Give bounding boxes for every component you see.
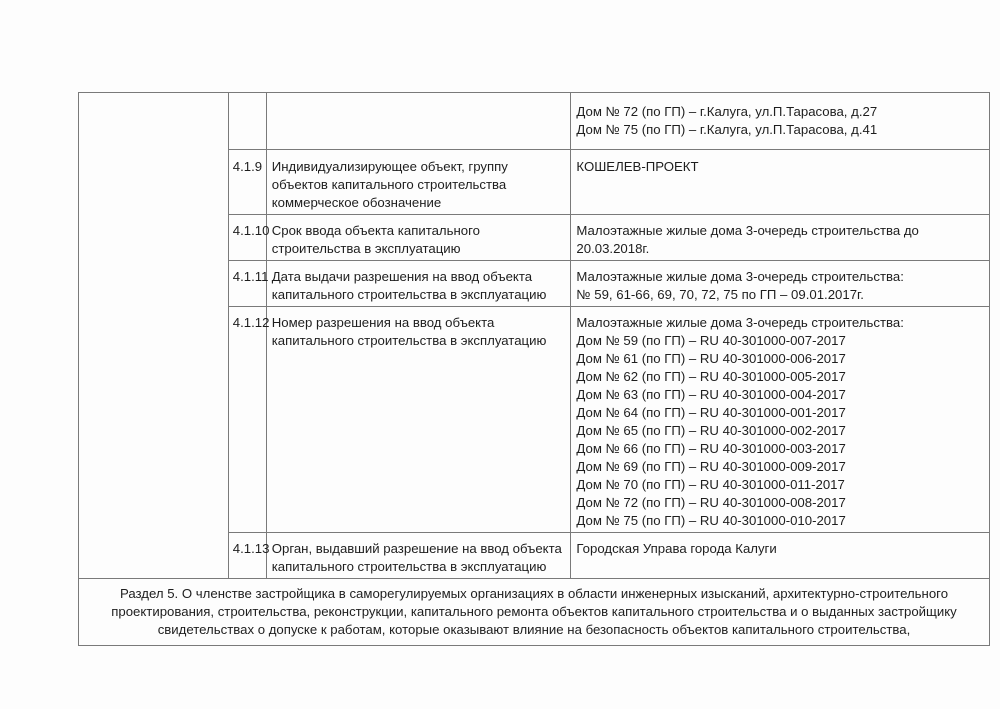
item-name: Срок ввода объекта капитального строительства в эксплуатацию bbox=[266, 215, 571, 261]
item-value bbox=[571, 307, 990, 533]
value-line: № 59, 61-66, 69, 70, 72, 75 по ГП – 09.01.2017г. bbox=[576, 287, 864, 302]
permit-line: Дом № 75 (по ГП) – RU 40-301000-010-2017 bbox=[576, 513, 846, 528]
permit-line: Дом № 69 (по ГП) – RU 40-301000-009-2017 bbox=[576, 459, 846, 474]
table-row-continuation bbox=[79, 93, 990, 150]
permit-line: Дом № 64 (по ГП) – RU 40-301000-001-2017 bbox=[576, 405, 846, 420]
value-line: Малоэтажные жилые дома 3-очередь строительства: bbox=[576, 269, 904, 284]
item-value bbox=[571, 533, 990, 579]
permit-line: Дом № 72 (по ГП) – RU 40-301000-008-2017 bbox=[576, 495, 846, 510]
value-line: Городская Управа города Калуги bbox=[576, 541, 777, 556]
permit-line: Дом № 66 (по ГП) – RU 40-301000-003-2017 bbox=[576, 441, 846, 456]
item-number: 4.1.12 bbox=[228, 307, 266, 533]
item-value bbox=[571, 150, 990, 215]
permit-line: Дом № 61 (по ГП) – RU 40-301000-006-2017 bbox=[576, 351, 846, 366]
item-number: 4.1.10 bbox=[228, 215, 266, 261]
item-name-cell bbox=[266, 93, 571, 150]
permit-line: Дом № 62 (по ГП) – RU 40-301000-005-2017 bbox=[576, 369, 846, 384]
item-name: Орган, выдавший разрешение на ввод объекта капитального строительства в эксплуатацию bbox=[266, 533, 571, 579]
permit-line: Дом № 59 (по ГП) – RU 40-301000-007-2017 bbox=[576, 333, 846, 348]
item-name: Индивидуализирующее объект, группу объектов капитального строительства коммерческое обозначение bbox=[266, 150, 571, 215]
declaration-table bbox=[78, 92, 990, 646]
item-name: Номер разрешения на ввод объекта капитального строительства в эксплуатацию bbox=[266, 307, 571, 533]
item-value bbox=[571, 261, 990, 307]
item-name: Дата выдачи разрешения на ввод объекта капитального строительства в эксплуатацию bbox=[266, 261, 571, 307]
item-value-cell bbox=[571, 93, 990, 150]
item-value bbox=[571, 215, 990, 261]
address-line: Дом № 75 (по ГП) – г.Калуга, ул.П.Тарасова, д.41 bbox=[576, 122, 878, 137]
value-line: Малоэтажные жилые дома 3-очередь строительства: bbox=[576, 315, 904, 330]
permit-line: Дом № 70 (по ГП) – RU 40-301000-011-2017 bbox=[576, 477, 845, 492]
section-5-heading: Раздел 5. О членстве застройщика в саморегулируемых организациях в области инженерных изысканий, архитектурно-строительного проектирования, строительства, реконструкции, капитального ремонта объектов капитального строительства и о выданных застройщику свидетельствах о допуске к работам, которые оказывают влияние на безопасность объектов капитального строительства, bbox=[79, 579, 990, 646]
value-line: КОШЕЛЕВ-ПРОЕКТ bbox=[576, 159, 699, 174]
address-line: Дом № 72 (по ГП) – г.Калуга, ул.П.Тарасова, д.27 bbox=[576, 104, 878, 119]
value-line: 20.03.2018г. bbox=[576, 241, 650, 256]
section-5-row bbox=[79, 579, 990, 646]
item-number: 4.1.13 bbox=[228, 533, 266, 579]
permit-line: Дом № 65 (по ГП) – RU 40-301000-002-2017 bbox=[576, 423, 846, 438]
section-label-cell bbox=[79, 93, 229, 579]
item-number: 4.1.9 bbox=[228, 150, 266, 215]
value-line: Малоэтажные жилые дома 3-очередь строительства до bbox=[576, 223, 919, 238]
permit-line: Дом № 63 (по ГП) – RU 40-301000-004-2017 bbox=[576, 387, 846, 402]
item-number: 4.1.11 bbox=[228, 261, 266, 307]
item-number-cell bbox=[228, 93, 266, 150]
